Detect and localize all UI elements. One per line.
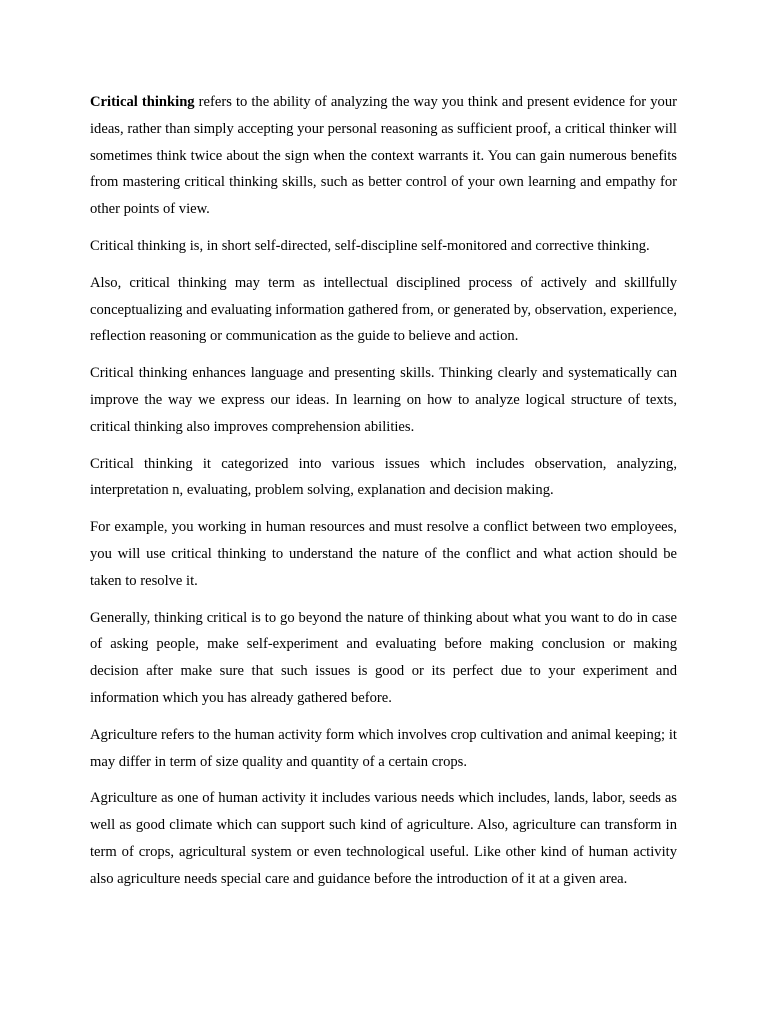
paragraph-text: refers to the ability of analyzing the way you think and present evidence for your ideas, rather than simply accepting your personal reasoning as sufficient proof, a critical thinker will sometimes think twice about the sign when the context warrants it. You can gain numerous benefits from mastering critical thinking skills, such as better control of your own learning and empathy for other points of view. bbox=[90, 94, 677, 218]
paragraph-generally: Generally, thinking critical is to go beyond the nature of thinking about what you want to do in case of asking people, make self-experiment and evaluating before making conclusion or making decision after make sure that such issues is good or its perfect due to your experiment and information which you has already gathered before. bbox=[90, 609, 677, 706]
bold-term-critical-thinking: Critical thinking bbox=[90, 94, 195, 110]
paragraph-language-skills: Critical thinking enhances language and presenting skills. Thinking clearly and systematically can improve the way we express our ideas. In learning on how to analyze logical structure of texts, critical thinking also improves comprehension abilities. bbox=[90, 365, 677, 435]
paragraph-intellectual-process: Also, critical thinking may term as intellectual disciplined process of actively and skillfully conceptualizing and evaluating information gathered from, or generated by, observation, experience, reflection reasoning or communication as the guide to believe and action. bbox=[90, 274, 677, 345]
paragraph-critical-thinking-definition bbox=[90, 89, 677, 223]
paragraph-agriculture-definition: Agriculture refers to the human activity form which involves crop cultivation and animal keeping; it may differ in term of size quality and quantity of a certain crops. bbox=[90, 726, 677, 770]
paragraph-short-definition: Critical thinking is, in short self-directed, self-discipline self-monitored and corrective thinking. bbox=[90, 237, 650, 254]
paragraph-example: For example, you working in human resources and must resolve a conflict between two employees, you will use critical thinking to understand the nature of the conflict and what action should be taken to resolve it. bbox=[90, 519, 677, 589]
paragraph-agriculture-needs: Agriculture as one of human activity it includes various needs which includes, lands, labor, seeds as well as good climate which can support such kind of agriculture. Also, agriculture can transform in term of crops, agricultural system or even technological useful. Like other kind of human activity also agriculture needs special care and guidance before the introduction of it at a given area. bbox=[90, 790, 677, 887]
document-body bbox=[90, 89, 677, 903]
paragraph-categories: Critical thinking it categorized into various issues which includes observation, analyzing, interpretation n, evaluating, problem solving, explanation and decision making. bbox=[90, 455, 677, 499]
